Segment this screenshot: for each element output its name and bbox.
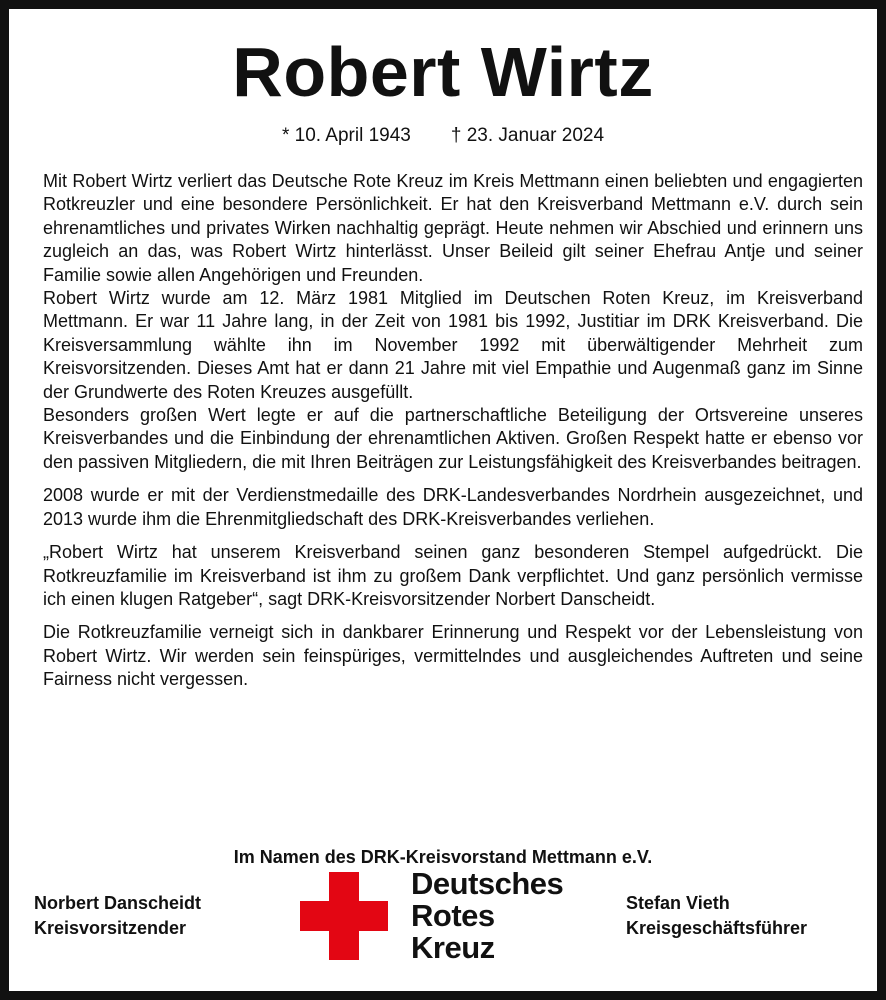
signer-name: Stefan Vieth [626,893,730,913]
paragraph: Robert Wirtz wurde am 12. März 1981 Mitglied im Deutschen Roten Kreuz, im Kreisverband Mettmann. Er war 11 Jahre lang, in der Zeit von 1981 bis 1992, Justitiar im DRK Kreisverband. Die Kreisversammlung wählte ihn im November 1992 mit überwältigender Mehrheit zum Kreisvorsitzenden. Dieses Amt hat er dann 21 Jahre mit viel Empathie und Augenmaß ganz im Sinne der Grundwerte des Roten Kreuzes ausgefüllt. [43,288,863,402]
red-cross-shape [300,872,388,960]
left-signature [34,891,201,941]
drk-logo-wordmark [411,868,563,964]
signer-role: Kreisgeschäftsführer [626,918,808,938]
right-signature [626,891,807,941]
paragraph: „Robert Wirtz hat unserem Kreisverband seinen ganz besonderen Stempel aufgedrückt. Die Rotkreuzfamilie im Kreisverband ist ihm zu großem Dank verpflichtet. Und ganz persönlich vermisse ich einen klugen Ratgeber“, sagt DRK-Kreisvorsitzender Norbert Danscheidt. [43,542,863,609]
paragraph: Besonders großen Wert legte er auf die partnerschaftliche Beteiligung der Ortsvereine unseres Kreisverbandes und die Einbindung der ehrenamtlichen Aktiven. Großen Respekt hatte er ebenso vor den passiven Mitgliedern, die mit Ihren Beiträgen zur Leistungsfähigkeit des Kreisverbandes beitragen. [43,405,863,472]
life-dates [9,125,877,147]
logo-line: Rotes [411,898,495,933]
paragraph: Mit Robert Wirtz verliert das Deutsche Rote Kreuz im Kreis Mettmann einen beliebten und engagierten Rotkreuzler und eine besondere Persönlichkeit. Er hat den Kreisverband Mettmann e.V. durch sein ehrenamtliches und privates Wirken nachhaltig geprägt. Heute nehmen wir Abschied und erinnern uns zugleich an das, was Robert Wirtz hinterlässt. Unser Beileid gilt seiner Ehefrau Antje und seiner Familie sowie allen Angehörigen und Freunden. [43,171,863,285]
obituary-text [43,170,863,692]
on-behalf-line: Im Namen des DRK-Kreisvorstand Mettmann e.V. [233,847,653,867]
birth-date: * 10. April 1943 [281,125,411,146]
red-cross-icon [300,872,388,960]
logo-line: Kreuz [411,930,495,965]
paragraph: Die Rotkreuzfamilie verneigt sich in dankbarer Erinnerung und Respekt vor der Lebensleistung von Robert Wirtz. Wir werden sein feinspüriges, vermittelndes und ausgleichendes Auftreten und seine Fairness nicht vergessen. [43,622,863,690]
death-date: † 23. Januar 2024 [450,125,605,146]
deceased-name: Robert Wirtz [232,33,654,111]
signer-name: Norbert Danscheidt [34,893,202,913]
logo-line: Deutsches [411,866,564,901]
paragraph: 2008 wurde er mit der Verdienstmedaille des DRK-Landesverbandes Nordrhein ausgezeichnet, und 2013 wurde ihm die Ehrenmitgliedschaft des DRK-Kreisverbandes verliehen. [43,485,863,529]
signer-role: Kreisvorsitzender [34,918,187,938]
